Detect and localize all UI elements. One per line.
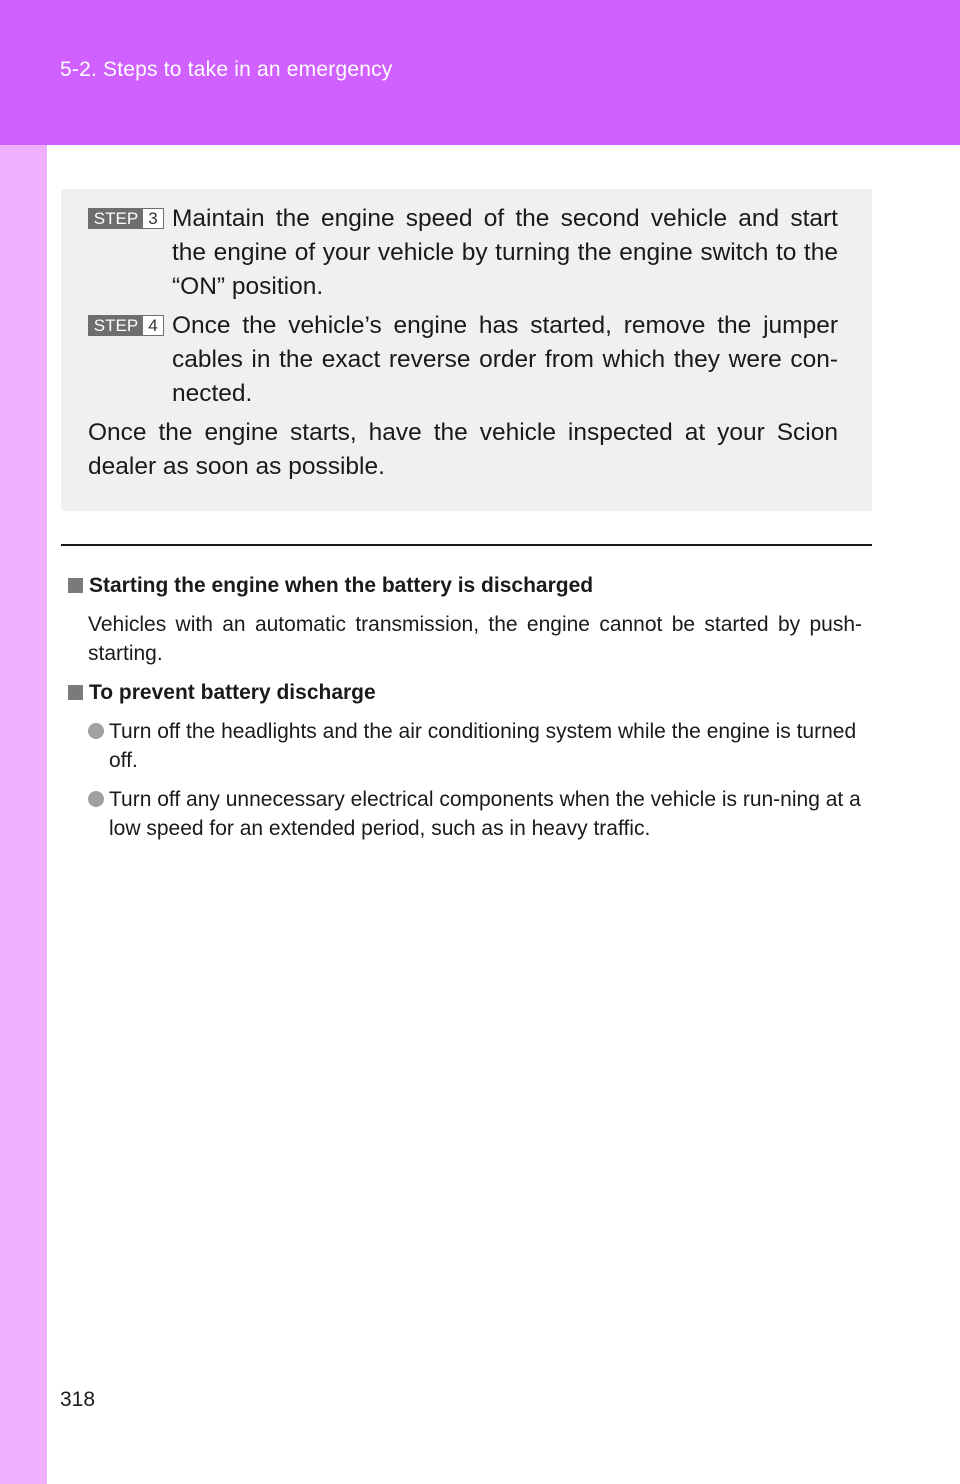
circle-bullet-icon (88, 791, 104, 807)
header-bar (0, 0, 960, 145)
step-badge-number: 4 (143, 316, 163, 335)
step-4-badge (88, 315, 164, 336)
step-4 (88, 309, 838, 411)
note-heading-1 (68, 571, 593, 601)
step-badge-label: STEP (93, 209, 139, 228)
square-bullet-icon (68, 685, 83, 700)
square-bullet-icon (68, 578, 83, 593)
note-heading-text: To prevent battery discharge (89, 681, 376, 704)
closing-paragraph: Once the engine starts, have the vehicle inspected at your Scion dealer as soon as possible. (88, 419, 838, 480)
note-heading-2 (68, 678, 376, 708)
step-badge-label: STEP (93, 316, 139, 335)
bullet-item-2 (88, 785, 862, 843)
note-heading-text: Starting the engine when the battery is discharged (89, 574, 594, 597)
bullet-item-1 (88, 717, 862, 775)
step-badge-number: 3 (143, 209, 163, 228)
step-4-text: Once the vehicle’s engine has started, remove the jumper cables in the exact reverse order from which they were con-nected. (172, 312, 838, 407)
section-title: 5-2. Steps to take in an emergency (60, 58, 393, 81)
step-3 (88, 202, 838, 304)
note-body-1: Vehicles with an automatic transmission, the engine cannot be started by push-starting. (88, 613, 862, 665)
bullet-text: Turn off any unnecessary electrical components when the vehicle is run-ning at a low speed for an extended period, such as in heavy traffic. (109, 788, 861, 840)
section-divider (61, 544, 872, 546)
circle-bullet-icon (88, 723, 104, 739)
bullet-text: Turn off the headlights and the air conditioning system while the engine is turned off. (109, 720, 857, 772)
step-3-badge (88, 208, 164, 229)
page-number: 318 (60, 1388, 96, 1411)
side-tab-strip (0, 145, 47, 1484)
step-3-text: Maintain the engine speed of the second vehicle and start the engine of your vehicle by turning the engine switch to the “ON” position. (172, 205, 838, 300)
